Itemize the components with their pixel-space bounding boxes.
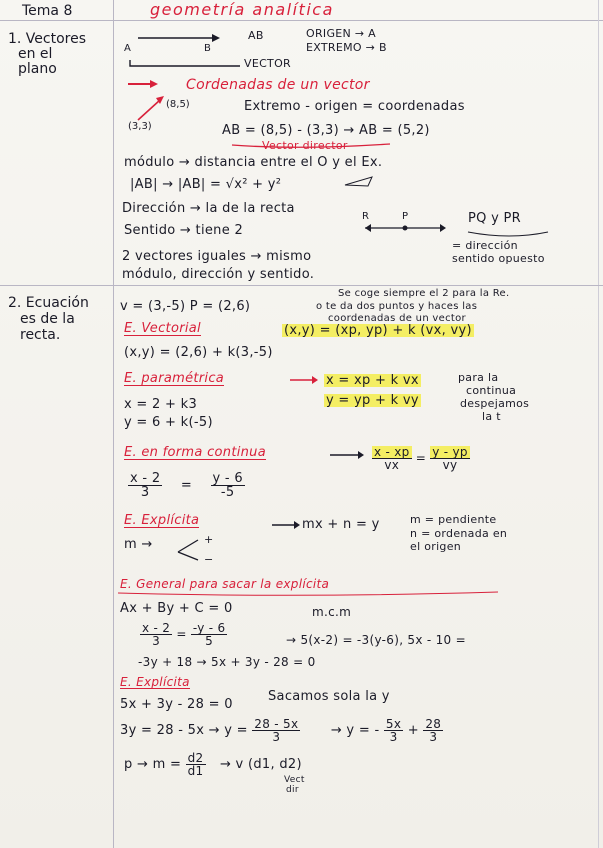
vectorial-heading: E. Vectorial bbox=[124, 321, 201, 336]
slope-num: d2 bbox=[187, 751, 204, 765]
exp-plus: + bbox=[407, 723, 419, 738]
vect-dir-note-1: Vect bbox=[284, 775, 305, 785]
extremo-formula: Extremo - origen = coordenadas bbox=[244, 99, 465, 114]
direction-note: = dirección bbox=[452, 239, 518, 252]
modulo-definition: módulo → distancia entre el O y el Ex. bbox=[124, 155, 383, 170]
parametric-heading: E. paramétrica bbox=[124, 371, 225, 386]
cont-ex-n1: x - 2 bbox=[130, 471, 161, 486]
exp-d2: 3 bbox=[389, 730, 398, 744]
point-33-label: (3,3) bbox=[128, 121, 152, 132]
section1-title-line1: 1. Vectores bbox=[8, 31, 87, 47]
parametric-y: y = yp + k vy bbox=[326, 393, 419, 408]
gen-n2: -y - 6 bbox=[192, 621, 226, 635]
vp-note-line2: coordenadas de un vector bbox=[328, 313, 466, 324]
cont-ex-equals: = bbox=[180, 478, 193, 493]
section2-title-line2: es de la bbox=[20, 311, 75, 327]
gen-d1: 3 bbox=[152, 634, 161, 648]
general-heading: E. General para sacar la explícita bbox=[120, 577, 330, 591]
ab-calculation: AB = (8,5) - (3,3) → AB = (5,2) bbox=[222, 123, 430, 138]
vector-ab-label: AB bbox=[248, 29, 264, 42]
exp-n3: 28 bbox=[425, 717, 442, 731]
equal-vectors-line1: 2 vectores iguales → mismo bbox=[122, 249, 312, 264]
continua-example bbox=[128, 472, 245, 499]
direccion-definition: Dirección → la de la recta bbox=[122, 201, 295, 216]
general-formula: Ax + By + C = 0 bbox=[120, 601, 233, 616]
page-title: geometría analítica bbox=[150, 0, 334, 19]
point-r-label: R bbox=[362, 211, 369, 222]
explicita-formula: mx + n = y bbox=[302, 517, 380, 532]
exp-arrow-y: → y = - bbox=[330, 723, 380, 738]
param-example-x: x = 2 + k3 bbox=[124, 397, 198, 412]
cont-ex-d1: 3 bbox=[140, 485, 150, 500]
explicit-eq2 bbox=[120, 718, 443, 743]
sentido-opuesto-note: sentido opuesto bbox=[452, 252, 545, 265]
gen-d2: 5 bbox=[205, 634, 214, 648]
exp-d3: 3 bbox=[429, 730, 438, 744]
slope-den: d1 bbox=[187, 764, 204, 778]
positive-sign: + bbox=[204, 533, 214, 546]
section1-title-line2: en el bbox=[18, 46, 53, 62]
vect-dir-note-2: dir bbox=[286, 785, 299, 795]
slope-vector: → v (d1, d2) bbox=[219, 757, 302, 772]
vp-note-line1: o te da dos puntos y haces las bbox=[316, 301, 478, 312]
cont-ex-n2: y - 6 bbox=[212, 471, 243, 486]
sentido-definition: Sentido → tiene 2 bbox=[124, 223, 244, 238]
param-example-y: y = 6 + k(-5) bbox=[124, 415, 213, 430]
vectorial-example: (x,y) = (2,6) + k(3,-5) bbox=[124, 345, 273, 360]
section2-title-line3: recta. bbox=[20, 327, 61, 343]
pq-pr-vectors: PQ y PR bbox=[468, 211, 522, 226]
explicita-heading: E. Explícita bbox=[124, 513, 200, 528]
n-note-2: el origen bbox=[410, 540, 462, 553]
extremo-note: EXTREMO → B bbox=[306, 41, 387, 54]
vector-label: VECTOR bbox=[244, 57, 291, 70]
section1-title-line3: plano bbox=[18, 61, 57, 77]
vectorial-formula: (x,y) = (xp, yp) + k (vx, vy) bbox=[284, 323, 472, 338]
exp-n2: 5x bbox=[385, 717, 402, 731]
general-fractions: $\frac{x - 2}{3}$ = $\frac{-y - 6}{5}$ bbox=[142, 621, 226, 648]
point-85-label: (8,5) bbox=[166, 99, 190, 110]
cont-den2: vy bbox=[442, 458, 458, 472]
parametric-x: x = xp + k vx bbox=[326, 373, 419, 388]
param-note-3: despejamos bbox=[460, 397, 530, 410]
vector-director-note: Vector director bbox=[262, 139, 348, 152]
cont-den1: vx bbox=[384, 458, 400, 472]
n-note-1: n = ordenada en bbox=[410, 527, 508, 540]
cont-num2: y - yp bbox=[432, 445, 468, 459]
continua-formula: $\frac{x - xp}{vx}$ = $\frac{y - yp}{vy}$ bbox=[374, 445, 468, 472]
equal-vectors-line2: módulo, dirección y sentido. bbox=[122, 267, 315, 282]
continua-heading: E. en forma continua bbox=[124, 445, 266, 460]
slope-left: p → m = bbox=[124, 757, 182, 772]
general-calc-line2: -3y + 18 → 5x + 3y - 28 = 0 bbox=[138, 655, 316, 669]
origen-note: ORIGEN → A bbox=[306, 27, 376, 40]
slope-line bbox=[124, 752, 302, 777]
cont-num1: x - xp bbox=[374, 445, 410, 459]
param-note-1: para la bbox=[458, 371, 499, 384]
param-note-2: continua bbox=[466, 384, 517, 397]
m-arrow: m → bbox=[124, 537, 153, 552]
general-calc-line1: → 5(x-2) = -3(y-6), 5x - 10 = bbox=[286, 633, 466, 647]
exp-d1: 3 bbox=[272, 730, 281, 744]
coordinates-heading: Cordenadas de un vector bbox=[186, 77, 370, 93]
tema-label: Tema 8 bbox=[22, 3, 73, 19]
exp-eq2-left: 3y = 28 - 5x → y = bbox=[120, 723, 248, 738]
section2-title-line1: 2. Ecuación bbox=[8, 295, 89, 311]
param-note-4: la t bbox=[482, 410, 501, 423]
cont-ex-d2: -5 bbox=[220, 485, 235, 500]
m-note: m = pendiente bbox=[410, 513, 497, 526]
point-p-label: P bbox=[402, 211, 409, 222]
sacamos-note: Sacamos sola la y bbox=[268, 689, 390, 704]
mcm-label: m.c.m bbox=[312, 605, 352, 619]
gen-n1: x - 2 bbox=[142, 621, 171, 635]
note-always-two: Se coge siempre el 2 para la Re. bbox=[338, 288, 510, 299]
exp-n1: 28 - 5x bbox=[254, 717, 299, 731]
explicita2-heading: E. Explícita bbox=[120, 675, 190, 689]
point-a-label: A bbox=[124, 43, 131, 54]
modulo-formula: |AB| → |AB| = √x² + y² bbox=[130, 177, 282, 192]
vector-point-data: v = (3,-5) P = (2,6) bbox=[120, 299, 251, 314]
point-b-label: B bbox=[204, 43, 211, 54]
explicit-eq1: 5x + 3y - 28 = 0 bbox=[120, 697, 233, 712]
negative-sign: − bbox=[204, 553, 214, 566]
